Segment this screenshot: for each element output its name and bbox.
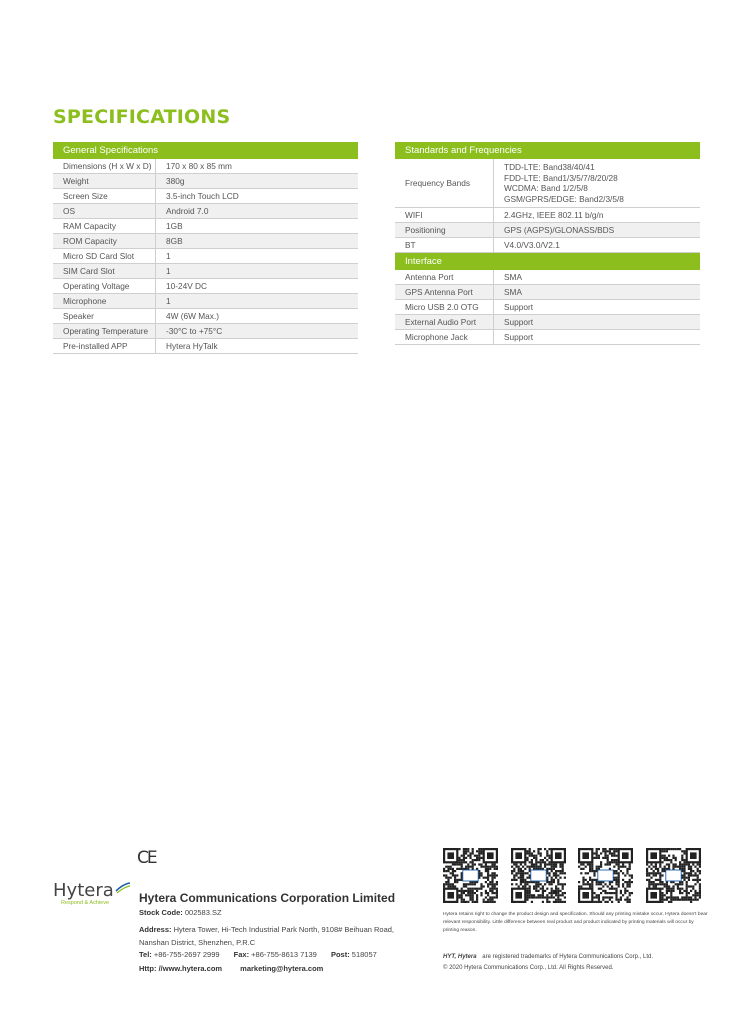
spec-label: OS [53,204,156,219]
stock-code: Stock Code: 002583.SZ [139,908,222,917]
spec-row [53,189,358,204]
ce-mark: CE [137,848,156,868]
spec-row [53,264,358,279]
spec-label: Antenna Port [395,270,494,285]
spec-label: RAM Capacity [53,219,156,234]
qr-codes [443,848,713,904]
frequency-line: WCDMA: Band 1/2/5/8 [504,183,588,193]
web-contact [139,964,323,973]
spec-value: 1 [156,264,359,279]
spec-row [395,285,700,300]
spec-label: BT [395,238,494,253]
interface-header: Interface [395,253,700,271]
frequency-line: FDD-LTE: Band1/3/5/7/8/20/28 [504,172,618,183]
tel-value: +86-755-2697 2999 [153,950,220,959]
page-title: SPECIFICATIONS [53,106,231,128]
spec-value: Android 7.0 [156,204,359,219]
hytera-logo [53,880,133,906]
spec-label: ROM Capacity [53,234,156,249]
logo-wordmark: Hytera [53,880,114,901]
spec-label: WIFI [395,208,494,223]
trademark-notice: HYT, Hytera are registered trademarks of Hytera Communications Corp., Ltd. [443,954,653,960]
spec-label: Microphone Jack [395,330,494,345]
spec-value: 8GB [156,234,359,249]
spec-row [53,339,358,354]
qr-code-icon [443,848,498,903]
trademark-brands: HYT, Hytera [443,954,477,960]
spec-value: 4W (6W Max.) [156,309,359,324]
spec-value: 10-24V DC [156,279,359,294]
spec-row [53,234,358,249]
spec-label: External Audio Port [395,315,494,330]
spec-label: Operating Temperature [53,324,156,339]
spec-label: Screen Size [53,189,156,204]
spec-row [395,238,700,253]
standards-frequencies-table [395,142,700,345]
frequency-line: GSM/GPRS/EDGE: Band2/3/5/8 [504,193,624,204]
spec-label: Weight [53,174,156,189]
spec-row [395,330,700,345]
frequency-bands-label: Frequency Bands [395,159,494,208]
qr-code-icon [511,848,566,903]
spec-row [395,208,700,223]
spec-value: Support [494,330,701,345]
spec-value: 2.4GHz, IEEE 802.11 b/g/n [494,208,701,223]
general-specifications-table [53,142,358,354]
address: Address: Hytera Tower, Hi-Tech Industrial Park North, 9108# Beihuan Road, Nanshan District, Shenzhen, P.R.C [139,925,395,947]
spec-value: SMA [494,270,701,285]
spec-value: 1 [156,249,359,264]
company-name: Hytera Communications Corporation Limited [139,891,396,905]
spec-label: Micro USB 2.0 OTG [395,300,494,315]
post-value: 518057 [351,950,377,959]
spec-row [395,270,700,285]
spec-row [53,204,358,219]
logo-swoosh-icon [115,882,131,894]
spec-label: Positioning [395,223,494,238]
qr-code-icon [646,848,701,903]
spec-label: Pre-installed APP [53,339,156,354]
spec-value: -30°C to +75°C [156,324,359,339]
spec-row [395,223,700,238]
spec-label: Dimensions (H x W x D) [53,159,156,174]
spec-label: Microphone [53,294,156,309]
spec-value: 3.5-inch Touch LCD [156,189,359,204]
spec-label: Micro SD Card Slot [53,249,156,264]
spec-row [53,174,358,189]
spec-row [53,324,358,339]
spec-label: Operating Voltage [53,279,156,294]
frequency-bands-value [494,159,701,208]
spec-value: 380g [156,174,359,189]
spec-value: 170 x 80 x 85 mm [156,159,359,174]
standards-header: Standards and Frequencies [395,142,700,159]
contact-line: Tel: +86-755-2697 2999 Fax: +86-755-8613 7139 Post: 518057 [139,950,377,959]
spec-label: Speaker [53,309,156,324]
spec-row [53,249,358,264]
spec-row [53,219,358,234]
website-link[interactable]: Http: //www.hytera.com [139,964,223,973]
spec-value: V4.0/V3.0/V2.1 [494,238,701,253]
spec-value: Support [494,300,701,315]
general-specifications-header: General Specifications [53,142,358,159]
spec-label: SIM Card Slot [53,264,156,279]
fax-value: +86-755-8613 7139 [251,950,317,959]
spec-row [395,315,700,330]
frequency-line: TDD-LTE: Band38/40/41 [504,162,595,172]
spec-value: 1GB [156,219,359,234]
spec-value: Support [494,315,701,330]
qr-code-icon [578,848,633,903]
spec-row [53,294,358,309]
logo-tagline: Respond & Achieve [61,900,110,906]
spec-row [53,159,358,174]
copyright: © 2020 Hytera Communications Corp., Ltd. All Rights Reserved. [443,965,614,971]
spec-row [395,300,700,315]
spec-row [53,279,358,294]
spec-value: 1 [156,294,359,309]
email-link[interactable]: marketing@hytera.com [240,964,324,973]
spec-value: SMA [494,285,701,300]
disclaimer: Hytera retains right to change the product design and specification. Should any printing mistake occur, Hytera doesn't bear relevant responsibility. Little difference between real product and product indicated by printing materials will occur by printing reason. [443,912,708,933]
spec-value: Hytera HyTalk [156,339,359,354]
spec-value: GPS (AGPS)/GLONASS/BDS [494,223,701,238]
spec-label: GPS Antenna Port [395,285,494,300]
spec-row [53,309,358,324]
